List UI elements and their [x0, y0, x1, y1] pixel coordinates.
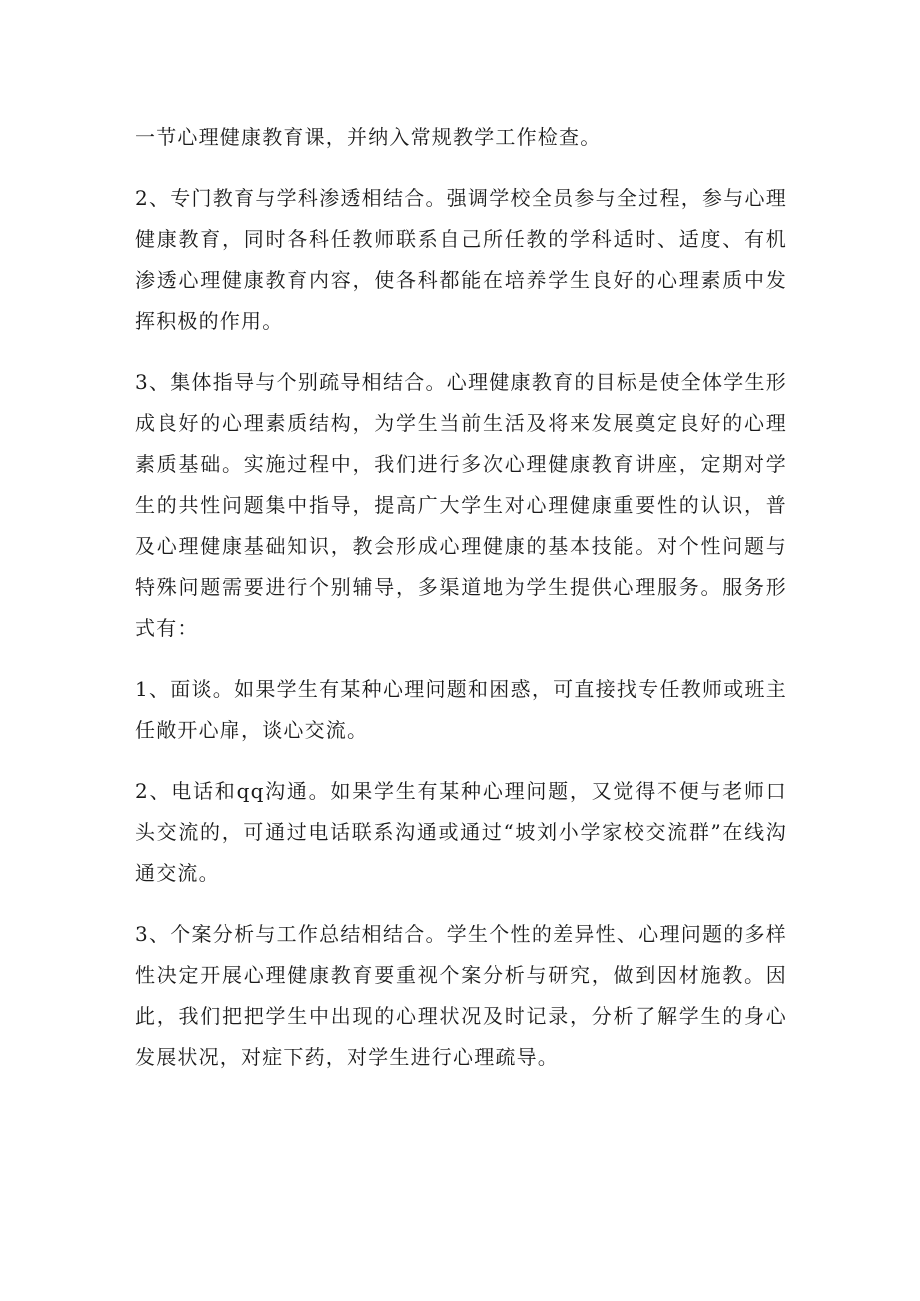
paragraph-case-analysis: 3、个案分析与工作总结相结合。学生个性的差异性、心理问题的多样性决定开展心理健康教育要重视个案分析与研究，做到因材施教。因此，我们把把学生中出现的心理状况及时记录，分析了解学生的身心发展状况，对症下药，对学生进行心理疏导。	[135, 922, 787, 1069]
paragraph-face-to-face: 1、面谈。如果学生有某种心理问题和困惑，可直接找专任教师或班主任敞开心扉，谈心交流。	[135, 677, 787, 742]
paragraph-continuation: 一节心理健康教育课，并纳入常规教学工作检查。	[135, 125, 602, 149]
paragraph-phone-qq: 2、电话和qq沟通。如果学生有某种心理问题，又觉得不便与老师口头交流的，可通过电话联系沟通或通过“坡刘小学家校交流群”在线沟通交流。	[135, 779, 787, 885]
paragraph-specialized-education: 2、专门教育与学科渗透相结合。强调学校全员参与全过程，参与心理健康教育，同时各科任教师联系自己所任教的学科适时、适度、有机渗透心理健康教育内容，使各科都能在培养学生良好的心理素质中发挥积极的作用。	[135, 186, 787, 333]
paragraph-group-guidance: 3、集体指导与个别疏导相结合。心理健康教育的目标是使全体学生形成良好的心理素质结构，为学生当前生活及将来发展奠定良好的心理素质基础。实施过程中，我们进行多次心理健康教育讲座，定期对学生的共性问题集中指导，提高广大学生对心理健康重要性的认识，普及心理健康基础知识，教会形成心理健康的基本技能。对个性问题与特殊问题需要进行个别辅导，多渠道地为学生提供心理服务。服务形式有：	[135, 370, 787, 640]
document-body	[135, 117, 787, 1098]
